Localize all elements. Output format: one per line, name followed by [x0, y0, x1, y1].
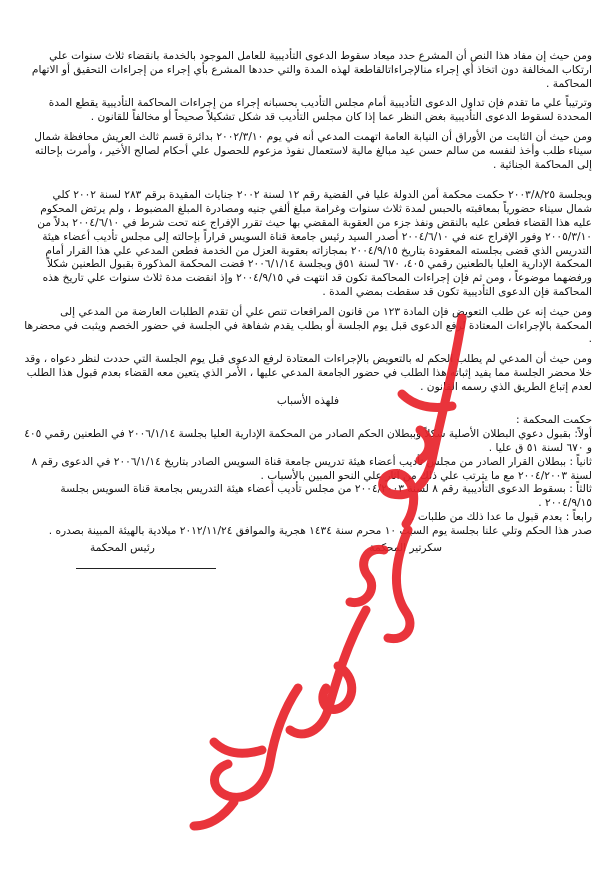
secretary-signature-label: سكرتير المحكمة [369, 541, 442, 554]
verdict-item-fourth: رابعاً : بعدم قبول ما عدا ذلك من طلبات . [411, 510, 592, 523]
verdict-heading: حكمت المحكمة : [515, 414, 592, 427]
verdict-item-third: ثالثاً : بسقوط الدعوى التأديبية رقم ٨ لسنة ٢٠٠٤/٢٠٠٣ من مجلس تأديب أعضاء هيئة التدريس بجامعة قناة السويس بجلسة ٢٠٠٤/٩/١٥ . [60, 483, 592, 510]
verdict-item-first: أولاً: بقبول دعوي البطلان الأصلية شكلاً وببطلان الحكم الصادر من المحكمة الإدارية العليا بجلسة ٢٠٠٦/١/١٤ في الطعنين رقمي ٤٠٥ و ٦٧٠ لسنة ٥١ ق عليا . [24, 428, 592, 454]
reasons-heading: فلهذه الأسباب [276, 394, 340, 407]
closing-statement: صدر هذا الحكم وتلي علنا بجلسة يوم السبت ١٠ محرم سنة ١٤٣٤ هجرية والموافق ٢٠١٢/١١/٢٤ ميلادية بالهيئة المبينة بصدره . [48, 524, 592, 537]
paragraph-facts: ومن حيث أن الثابت من الأوراق أن النيابة العامة اتهمت المدعي أنه في يوم ٢٠٠٢/٣/١٠ بدائرة قسم ثالث العريش محافظة شمال سيناء طلب وأخذ لنفسه من سالم حسن عيد مبالغ مالية لاستعمال نفوذ مزعوم للحصول علي أحكام لصالح الأخير ، وأمرت بإحالته إلى المحاكمة الجنائية . [34, 130, 592, 171]
signature-line [76, 568, 216, 569]
paragraph-limitation-rule: ومن حيث إن مفاد هذا النص أن المشرع حدد ميعاد سقوط الدعوى التأديبية للعامل الموجود بالخدمة بانقضاء ثلاث سنوات علي ارتكاب المخالفة دون اتخاذ أي إجراء منالإجراءاتالقاطعة لهذه المدة والتي حددها المشرع بأي إجراء من إجراءات التحقيق أو الاتهام المحاكمة . [31, 50, 592, 90]
paragraph-compensation-ruling: ومن حيث أن المدعي لم يطلب الحكم له بالتعويض بالإجراءات المعتادة لرفع الدعوى قبل يوم الجلسة التي حددت لنظر دعواه ، وقد خلا محضر الجلسة مما يفيد إثباته هذا الطلب في حضور الجامعة المدعي عليها ، الأمر الذي يتعين معه القضاء بعدم قبول هذا الطلب لعدم إتباع الطريق الذي رسمه القانون . [24, 353, 592, 393]
paragraph-compensation-rule: ومن حيث إنه عن طلب التعويض فإن المادة ١٢٣ من قانون المرافعات تنص علي أن تقدم الطلبات العارضة من المدعي إلى المحكمة بالإجراءات المعتادة لرفع الدعوى قبل يوم الجلسة أو بطلب يقدم شفاهة في الجلسة في حضور الخصم ويثبت في محضرها . [24, 305, 592, 346]
judgment-text [24, 50, 592, 571]
paragraph-interruption: وترتيباً علي ما تقدم فإن تداول الدعوى التأديبية أمام مجلس التأديب بحسبانه إجراء من إجراءات المحاكمة التأديبية يقطع المدة المحددة لسقوط الدعوى التأديبية بغض النظر عما إذا كان مجلس التأديب قد شكل تشكيلاً صحيحاً أو مخالفاً للقانون . [48, 97, 592, 124]
signature-block [24, 541, 592, 571]
president-signature-label: رئيس المحكمة [90, 541, 155, 554]
verdict-item-second: ثانياً : ببطلان القرار الصادر من مجلس تأديب أعضاء هيئة تدريس جامعة قناة السويس الصادر بتاريخ ٢٠٠٦/١/١٤ في الدعوى رقم ٨ لسنة ٢٠٠٤/٢٠٠٣ مع ما يترتب علي ذلك من آثار علي النحو المبين بالأسباب . [31, 455, 592, 482]
paragraph-history: وبجلسة ٢٠٠٣/٨/٢٥ حكمت محكمة أمن الدولة عليا في القضية رقم ١٢ لسنة ٢٠٠٢ جنايات المقيدة برقم ٢٨٣ لسنة ٢٠٠٢ كلي شمال سيناء حضورياً بمعاقبته بالحبس لمدة ثلاث سنوات وغرامة مبلغ ألفي جنيه ومصادرة المبلغ المضبوط ، ولم يرتض المحكوم عليه هذا القضاء فطعن عليه بالنقض ونفذ جزء من العقوبة المقضي بها حيث تقرر الإفراج عنه تحت شرط في ٢٠٠٤/٦/١٠ بدلاً من ٢٠٠٥/٣/١٠ وفور الإفراج عنه في ٢٠٠٤/٦/١٠ أصدر السيد رئيس جامعة قناة السويس قراراً بإحالته إلى مجلس تأديب أعضاء هيئة التدريس الذي قضى بجلسته المعقودة بتاريخ ٢٠٠٤/٩/١٥ بمجازاته بعقوبة العزل من الخدمة فطعن المدعي علي هذا القرار أمام المحكمة الإدارية العليا بالطعنين رقمي ٤٠٥، ٦٧٠ لسنة ٥١ق وبجلسة ٢٠٠٦/١/١٤ قضت المحكمة المذكورة بقبول الطعنين شكلاً ورفضهما موضوعاً ، ومن ثم فإن إجراءات المحاكمة تكون قد انتهت في ٢٠٠٤/٩/١٥ وإذ انقضت مدة ثلاث سنوات علي تاريخ هذه المحاكمة فإن الدعوى التأديبية تكون قد سقطت بمضي المدة . [37, 189, 592, 298]
